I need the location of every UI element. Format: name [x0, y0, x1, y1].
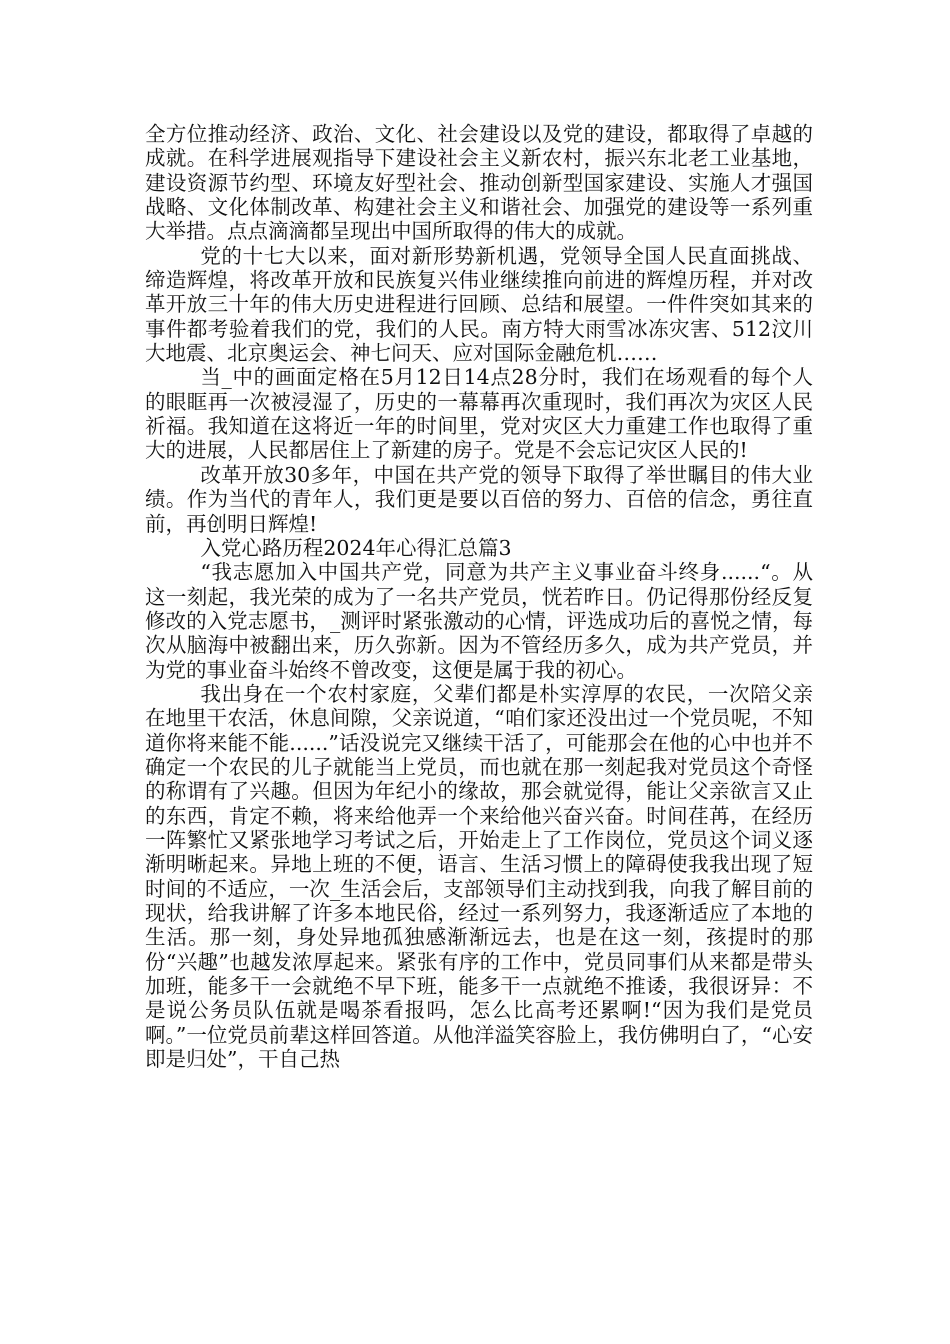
paragraph-3: 当_中的画面定格在5月12日14点28分时，我们在场观看的每个人的眼眶再一次被浸湿了，历史的一幕幕再次重现时，我们再次为灾区人民祈福。我知道在这将近一年的时间里，党对灾区大力重建工作也取得了重大的进展，人民都居住上了新建的房子。党是不会忘记灾区人民的! [145, 365, 813, 463]
document-page [145, 122, 813, 1071]
section-heading: 入党心路历程2024年心得汇总篇3 [200, 535, 512, 560]
paragraph-2: 党的十七大以来，面对新形势新机遇，党领导全国人民直面挑战、缔造辉煌，将改革开放和民族复兴伟业继续推向前进的辉煌历程，并对改革开放三十年的伟大历史进程进行回顾、总结和展望。一件件突如其来的事件都考验着我们的党，我们的人民。南方特大雨雪冰冻灾害、512汶川大地震、北京奥运会、神七问天、应对国际金融危机…… [145, 243, 813, 366]
paragraph-5: “我志愿加入中国共产党，同意为共产主义事业奋斗终身......“。从这一刻起，我光荣的成为了一名共产党员，恍若昨日。仍记得那份经反复修改的入党志愿书，_测评时紧张激动的心情，评选成功后的喜悦之情，每次从脑海中被翻出来，历久弥新。因为不管经历多久，成为共产党员，并为党的事业奋斗始终不曾改变，这便是属于我的初心。 [145, 560, 813, 682]
paragraph-6: 我出身在一个农村家庭，父辈们都是朴实淳厚的农民，一次陪父亲在地里干农活，休息间隙，父亲说道，“咱们家还没出过一个党员呢，不知道你将来能不能......”话没说完又继续干活了，可能那会在他的心中也并不确定一个农民的儿子就能当上党员，而也就在那一刻起我对党员这个奇怪的称谓有了兴趣。但因为年纪小的缘故，那会就觉得，能让父亲欲言又止的东西，肯定不赖，将来给他弄一个来给他兴奋兴奋。时间荏苒，在经历一阵繁忙又紧张地学习考试之后，开始走上了工作岗位，党员这个词义逐渐明晰起来。异地上班的不便，语言、生活习惯上的障碍使我我出现了短时间的不适应，一次_生活会后，支部领导们主动找到我，向我了解目前的现状，给我讲解了许多本地民俗，经过一系列努力，我逐渐适应了本地的生活。那一刻，身处异地孤独感渐渐远去，也是在这一刻，孩提时的那份“兴趣”也越发浓厚起来。紧张有序的工作中，党员同事们从来都是带头加班，能多干一会就绝不早下班，能多干一点就绝不推诿，我很讶异：不是说公务员队伍就是喝茶看报吗，怎么比高考还累啊!“因为我们是党员啊。”一位党员前辈这样回答道。从他洋溢笑容脸上，我仿佛明白了，“心安即是归处”，干自己热 [145, 681, 813, 1072]
paragraph-4: 改革开放30多年，中国在共产党的领导下取得了举世瞩目的伟大业绩。作为当代的青年人，我们更是要以百倍的努力、百倍的信念，勇往直前，再创明日辉煌! [145, 462, 813, 536]
paragraph-1: 全方位推动经济、政治、文化、社会建设以及党的建设，都取得了卓越的成就。在科学进展观指导下建设社会主义新农村，振兴东北老工业基地，建设资源节约型、环境友好型社会、推动创新型国家建设、实施人才强国战略、文化体制改革、构建社会主义和谐社会、加强党的建设等一系列重大举措。点点滴滴都呈现出中国所取得的伟大的成就。 [145, 122, 813, 244]
